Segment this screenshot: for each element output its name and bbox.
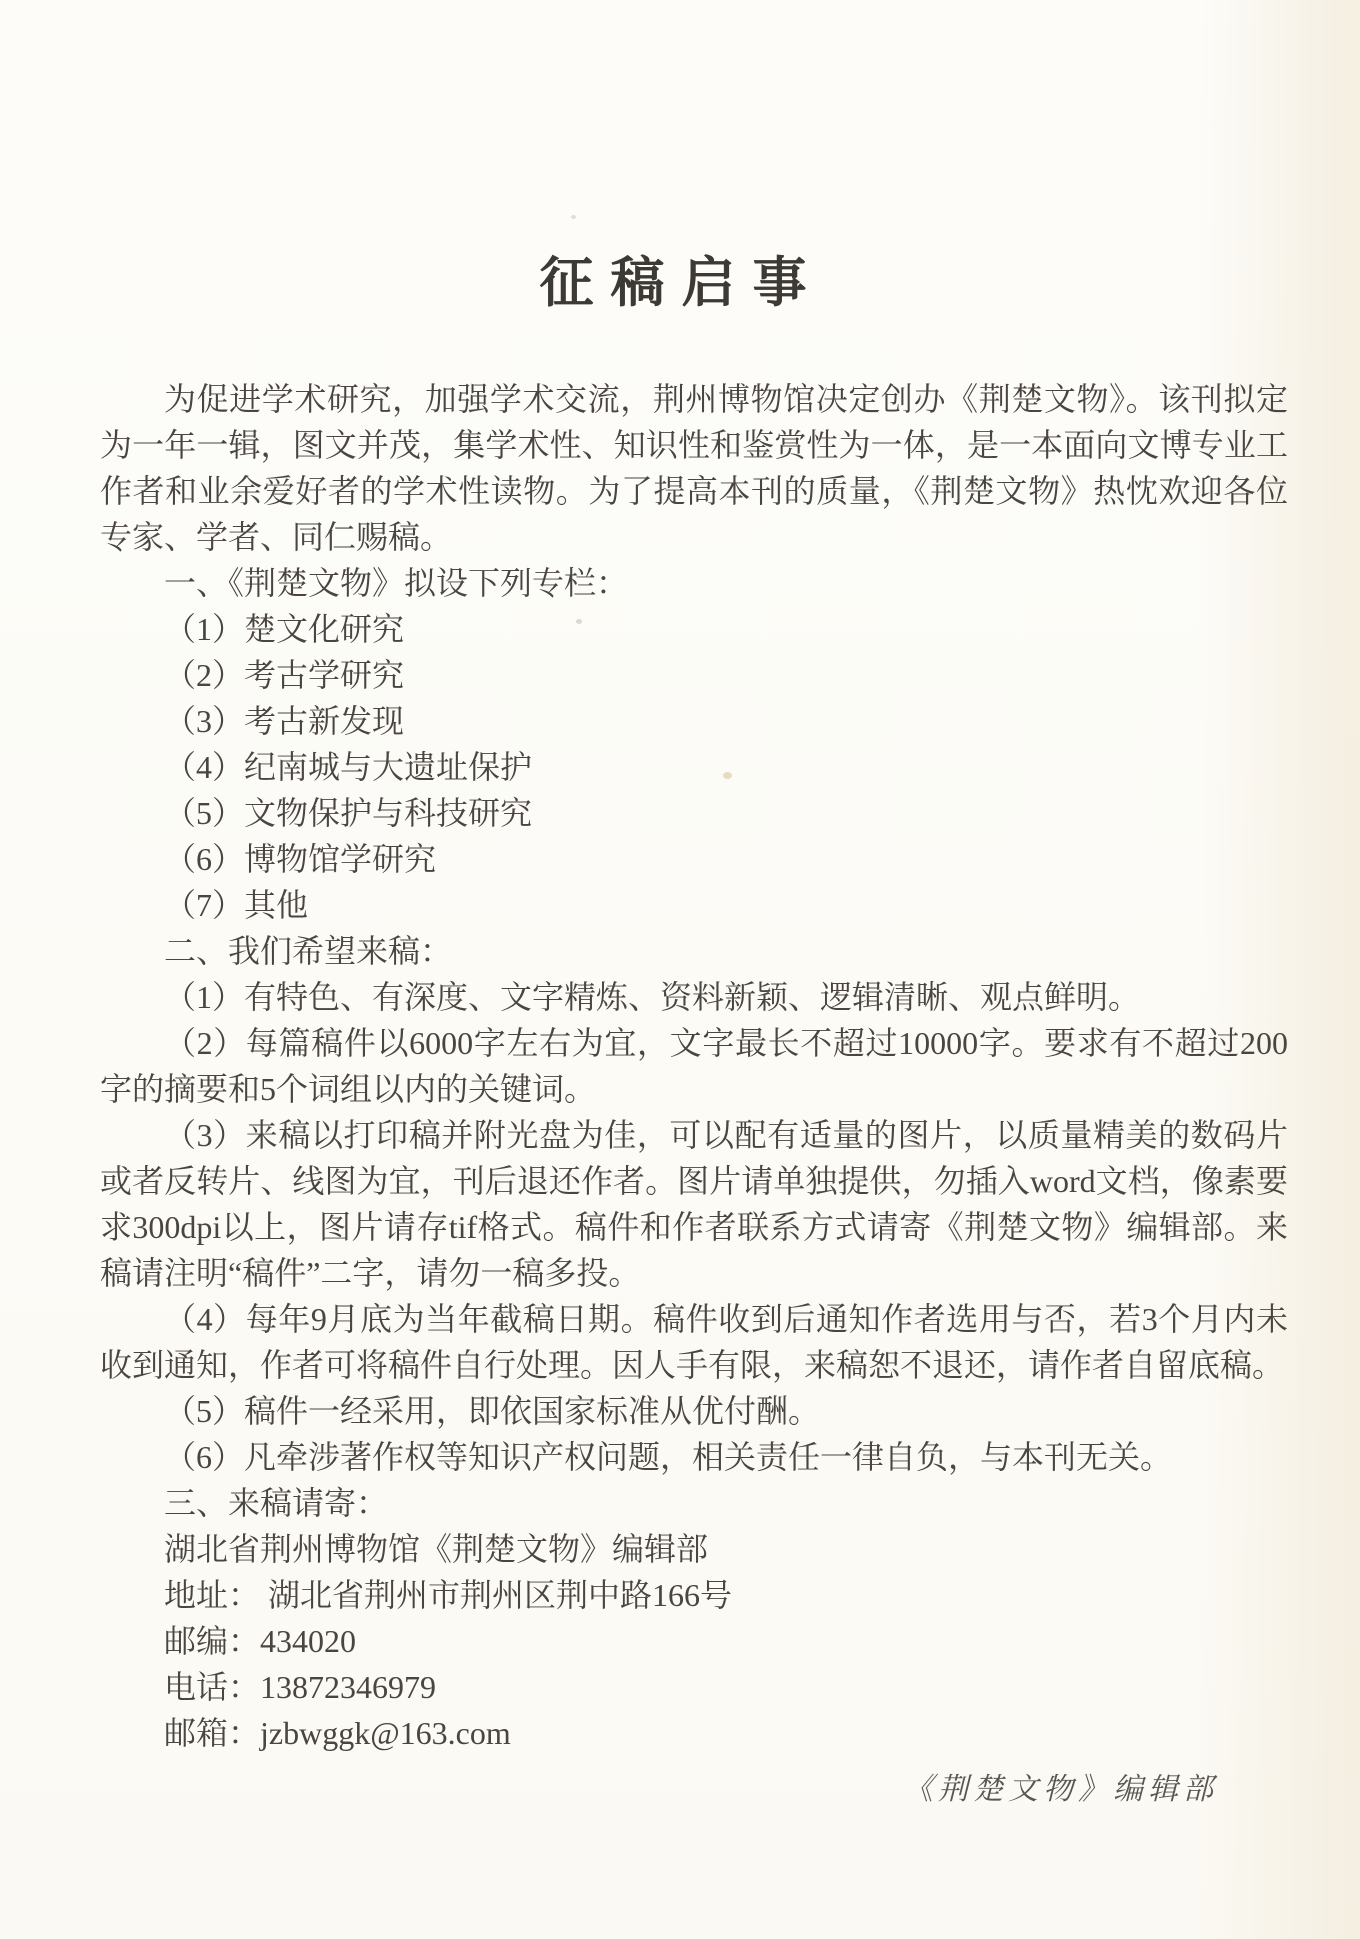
section-2-item: （3）来稿以打印稿并附光盘为佳，可以配有适量的图片，以质量精美的数码片或者反转片、线图为宜，刊后退还作者。图片请单独提供，勿插入word文档，像素要求300dpi以上，图片请存tif格式。稿件和作者联系方式请寄《荆楚文物》编辑部。来稿请注明“稿件”二字，请勿一稿多投。 — [100, 1117, 1288, 1291]
section-1-item: （7）其他 — [164, 887, 309, 923]
intro-paragraph: 为促进学术研究，加强学术交流，荆州博物馆决定创办《荆楚文物》。该刊拟定为一年一辑，图文并茂，集学术性、知识性和鉴赏性为一体，是一本面向文博专业工作者和业余爱好者的学术性读物。为了提高本刊的质量，《荆楚文物》热忱欢迎各位专家、学者、同仁赐稿。 — [100, 381, 1288, 555]
page-title: 征稿启事 — [539, 253, 824, 313]
postcode-line: 邮编：434020 — [164, 1623, 357, 1659]
phone-line: 电话：13872346979 — [164, 1669, 437, 1705]
address-line: 地址： 湖北省荆州市荆州区荆中路166号 — [164, 1577, 733, 1613]
section-1-item: （1）楚文化研究 — [164, 611, 405, 647]
section-1-item: （6）博物馆学研究 — [164, 841, 437, 877]
section-1-item: （2）考古学研究 — [164, 657, 405, 693]
signature: 《荆楚文物》编辑部 — [903, 1772, 1218, 1807]
section-2-item: （6）凡牵涉著作权等知识产权问题，相关责任一律自负，与本刊无关。 — [164, 1439, 1173, 1475]
scan-speck — [571, 215, 576, 219]
section-2-item: （4）每年9月底为当年截稿日期。稿件收到后通知作者选用与否，若3个月内未收到通知，作者可将稿件自行处理。因人手有限，来稿恕不退还，请作者自留底稿。 — [100, 1301, 1288, 1383]
document-body — [100, 376, 1288, 1756]
section-2-item: （2）每篇稿件以6000字左右为宜，文字最长不超过10000字。要求有不超过200字的摘要和5个词组以内的关键词。 — [100, 1025, 1288, 1107]
section-3-heading: 三、来稿请寄： — [164, 1485, 389, 1521]
email-line: 邮箱：jzbwggk@163.com — [164, 1715, 511, 1751]
section-2-heading: 二、我们希望来稿： — [164, 933, 453, 969]
section-1-item: （3）考古新发现 — [164, 703, 405, 739]
section-1-item: （4）纪南城与大遗址保护 — [164, 749, 533, 785]
mailing-address-line: 湖北省荆州博物馆《荆楚文物》编辑部 — [164, 1531, 709, 1567]
section-2-item: （5）稿件一经采用，即依国家标准从优付酬。 — [164, 1393, 821, 1429]
section-1-item: （5）文物保护与科技研究 — [164, 795, 533, 831]
section-2-item: （1）有特色、有深度、文字精炼、资料新颖、逻辑清晰、观点鲜明。 — [164, 979, 1141, 1015]
section-1-heading: 一、《荆楚文物》拟设下列专栏： — [164, 565, 629, 601]
